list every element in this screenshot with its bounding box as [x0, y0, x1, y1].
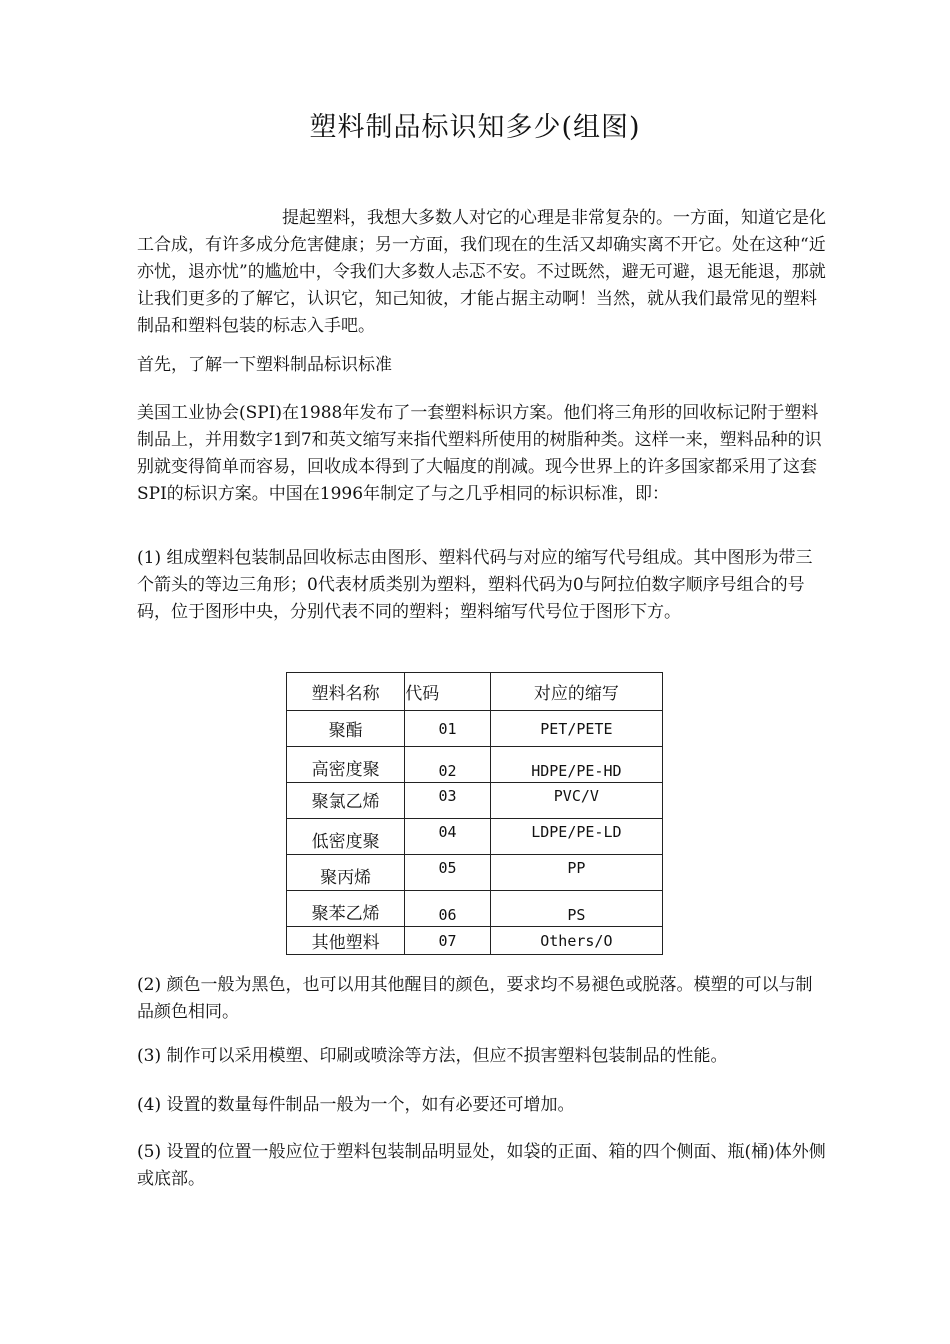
cell-code: 05 [405, 855, 490, 891]
spi-paragraph: 美国工业协会(SPI)在1988年发布了一套塑料标识方案。他们将三角形的回收标记附于塑料制品上，并用数字1到7和英文缩写来指代塑料所使用的树脂种类。这样一来，塑料品种的识别就变得简单而容易，回收成本得到了大幅度的削减。现今世界上的许多国家都采用了这套SPI的标识方案。中国在1996年制定了与之几乎相同的标识标准，即： [137, 403, 822, 504]
header-plastic-name: 塑料名称 [287, 673, 405, 711]
table-row [287, 711, 663, 747]
item-1-paragraph: (1) 组成塑料包装制品回收标志由图形、塑料代码与对应的缩写代号组成。其中图形为带三个箭头的等边三角形；0代表材质类别为塑料，塑料代码为0与阿拉伯数字顺序号组合的号码，位于图形中央，分别代表不同的塑料；塑料缩写代号位于图形下方。 [137, 548, 813, 622]
cell-abbreviation: HDPE/PE-HD [490, 747, 662, 783]
document-title: 塑料制品标识知多少(组图) [309, 112, 641, 143]
item-4-paragraph: (4) 设置的数量每件制品一般为一个，如有必要还可增加。 [137, 1095, 575, 1115]
cell-plastic-name: 高密度聚 [287, 747, 405, 783]
cell-abbreviation: PP [490, 855, 662, 891]
cell-code: 06 [405, 891, 490, 927]
plastic-code-table [286, 672, 663, 955]
cell-plastic-name: 聚丙烯 [287, 855, 405, 891]
cell-code: 03 [405, 783, 490, 819]
header-abbreviation: 对应的缩写 [490, 673, 662, 711]
cell-plastic-name: 聚酯 [287, 711, 405, 747]
table-header-row [287, 673, 663, 711]
cell-abbreviation: PS [490, 891, 662, 927]
item-5-paragraph: (5) 设置的位置一般应位于塑料包装制品明显处，如袋的正面、箱的四个侧面、瓶(桶)体外侧或底部。 [137, 1142, 826, 1189]
cell-abbreviation: Others/O [490, 927, 662, 955]
cell-plastic-name: 聚苯乙烯 [287, 891, 405, 927]
table-row [287, 783, 663, 819]
cell-code: 04 [405, 819, 490, 855]
item-2-paragraph: (2) 颜色一般为黑色，也可以用其他醒目的颜色，要求均不易褪色或脱落。模塑的可以与制品颜色相同。 [137, 975, 813, 1022]
cell-plastic-name: 其他塑料 [287, 927, 405, 955]
intro-paragraph: 提起塑料，我想大多数人对它的心理是非常复杂的。一方面，知道它是化工合成，有许多成分危害健康；另一方面，我们现在的生活又却确实离不开它。处在这种“近亦忧，退亦忧”的尴尬中，令我们大多数人忐忑不安。不过既然，避无可避，退无能退，那就让我们更多的了解它，认识它，知己知彼，才能占据主动啊！当然，就从我们最常见的塑料制品和塑料包装的标志入手吧。 [137, 208, 826, 336]
cell-abbreviation: PET/PETE [490, 711, 662, 747]
cell-abbreviation: LDPE/PE-LD [490, 819, 662, 855]
item-3-paragraph: (3) 制作可以采用模塑、印刷或喷涂等方法，但应不损害塑料包装制品的性能。 [137, 1046, 728, 1066]
cell-plastic-name: 聚氯乙烯 [287, 783, 405, 819]
cell-plastic-name: 低密度聚 [287, 819, 405, 855]
cell-code: 01 [405, 711, 490, 747]
cell-code: 07 [405, 927, 490, 955]
table-row [287, 927, 663, 955]
cell-abbreviation: PVC/V [490, 783, 662, 819]
cell-code: 02 [405, 747, 490, 783]
header-code: 代码 [405, 673, 490, 711]
section-heading: 首先，了解一下塑料制品标识标准 [137, 355, 392, 375]
table-row [287, 891, 663, 927]
table-row [287, 855, 663, 891]
table-row [287, 747, 663, 783]
table-row [287, 819, 663, 855]
